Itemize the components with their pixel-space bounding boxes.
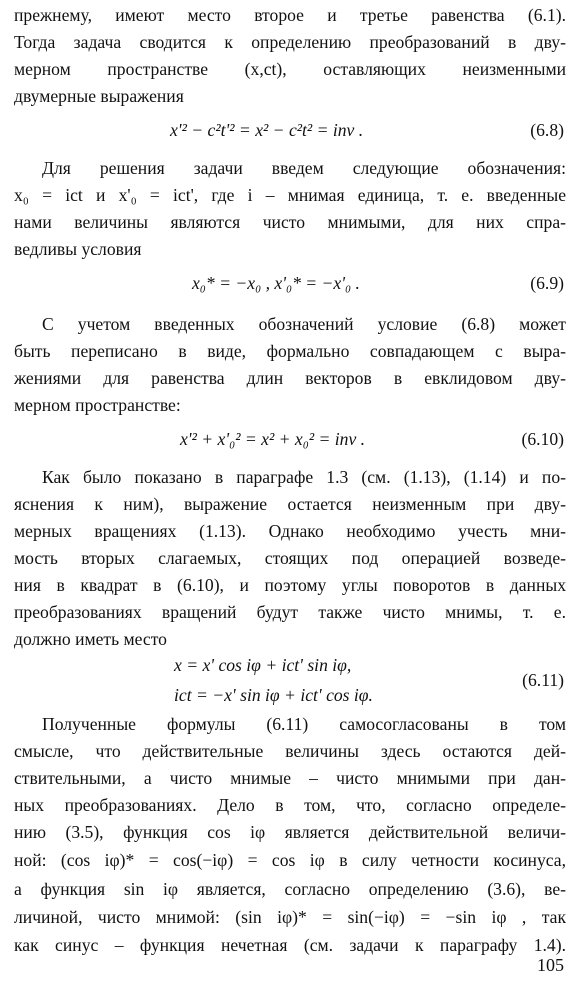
text-line: смысле, что действительные величины здесь остаются дей- xyxy=(14,741,566,761)
formula-6-9: x₀* = −x₀ , x'₀* = −x'₀ . xyxy=(192,273,360,293)
page-number: 105 xyxy=(537,954,564,975)
equation-number: (6.8) xyxy=(530,120,564,140)
text-line: как синус – функция нечетная (см. задачи к параграфу 1.4). xyxy=(14,935,566,955)
text-line: яснения к ним), выражение остается неизменным при дву- xyxy=(14,494,566,514)
formula-6-10: x'² + x'₀² = x² + x₀² = inv . xyxy=(180,429,366,449)
text-line: Как было показано в параграфе 1.3 (см. (1.13), (1.14) и по- xyxy=(42,467,566,487)
text-line: ния в квадрат в (6.10), и поэтому углы поворотов в данных xyxy=(14,575,566,595)
text-line: нию (3.5), функция cos iφ является действительной величи- xyxy=(14,822,566,842)
formula-6-11-a: x = x' cos iφ + ict' sin iφ, xyxy=(174,655,352,675)
text-line: ной: (cos iφ)* = cos(−iφ) = cos iφ в силу четности косинуса, xyxy=(14,850,566,870)
text-line: мерных вращениях (1.13). Однако необходимо учесть мни- xyxy=(14,521,566,541)
text-line: жениями для равенства длин векторов в евклидовом дву- xyxy=(14,368,566,388)
formula-6-8: x'² − c²t'² = x² − c²t² = inv . xyxy=(170,120,364,140)
text-line: личиной, чисто мнимой: (sin iφ)* = sin(−iφ) = −sin iφ , так xyxy=(14,907,566,927)
text-line: ведливы условия xyxy=(14,239,142,259)
text-line: ных преобразованиях. Дело в том, что, согласно определе- xyxy=(14,795,566,815)
text-line: Полученные формулы (6.11) самосогласованы в том xyxy=(42,714,566,734)
text-line: x₀ = ict и x'₀ = ict', где i – мнимая единица, т. е. введенные xyxy=(14,185,566,205)
text-line: преобразованиях вращений будут также чисто мнимы, т. е. xyxy=(14,602,566,622)
text-line: мерном пространстве: xyxy=(14,395,181,415)
text-line: нами величины являются чисто мнимыми, для них спра- xyxy=(14,212,566,232)
equation-number: (6.10) xyxy=(521,429,564,449)
text-line: С учетом введенных обозначений условие (6.8) может xyxy=(42,314,566,334)
text-line: Тогда задача сводится к определению преобразований в дву- xyxy=(14,32,566,52)
text-line: ствительными, а чисто мнимые – чисто мнимыми при дан- xyxy=(14,768,566,788)
text-line: прежнему, имеют место второе и третье равенства (6.1). xyxy=(14,5,566,25)
text-line: быть переписано в виде, формально совпадающем с выра- xyxy=(14,341,566,361)
text-line: Для решения задачи введем следующие обозначения: xyxy=(42,158,566,178)
equation-number: (6.11) xyxy=(522,670,564,690)
text-line: должно иметь место xyxy=(14,629,167,649)
equation-number: (6.9) xyxy=(530,273,564,293)
text-line: мость вторых слагаемых, стоящих под операцией возведе- xyxy=(14,548,566,568)
text-line: двумерные выражения xyxy=(14,86,184,106)
text-line: а функция sin iφ является, согласно определению (3.6), ве- xyxy=(14,879,566,899)
formula-6-11-b: ict = −x' sin iφ + ict' cos iφ. xyxy=(174,685,373,705)
text-line: мерном пространстве (x,ct), оставляющих неизменными xyxy=(14,59,566,79)
